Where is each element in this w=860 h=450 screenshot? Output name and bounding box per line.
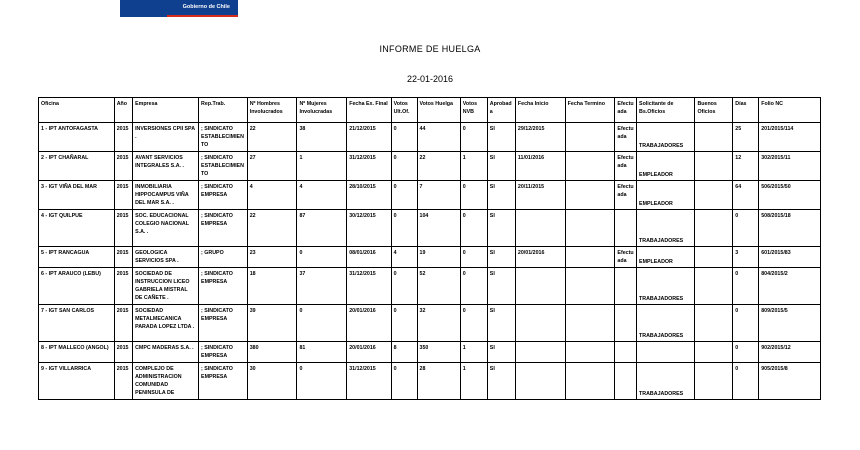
cell-empresa: GEOLOGICA SERVICIOS SPA . — [133, 247, 199, 268]
col-buenos-oficios: Buenos Oficios — [695, 98, 733, 123]
cell-dias: 25 — [733, 123, 759, 152]
col-votos-ult-of: Votos Ult.Of. — [391, 98, 417, 123]
cell-aprobada: SI — [487, 342, 515, 363]
col-fecha-ex-final: Fecha Ex. Final — [347, 98, 391, 123]
cell-fecha-ex-final: 31/12/2015 — [347, 363, 391, 400]
table-row — [39, 181, 821, 210]
cell-buenos-oficios — [695, 123, 733, 152]
cell-votos-ult-of: 0 — [391, 268, 417, 305]
cell-efectuada — [615, 210, 637, 247]
cell-fecha-termino — [565, 305, 615, 342]
cell-folio-nc: 201/2015/114 — [759, 123, 821, 152]
cell-hombres: 30 — [247, 363, 297, 400]
cell-oficina: 7 - IGT SAN CARLOS — [39, 305, 115, 342]
cell-efectuada: Efectuada — [615, 181, 637, 210]
cell-ano: 2015 — [114, 181, 132, 210]
cell-efectuada: Efectuada — [615, 123, 637, 152]
cell-fecha-termino — [565, 268, 615, 305]
cell-buenos-oficios — [695, 305, 733, 342]
cell-solicitante: TRABAJADORES — [637, 123, 695, 152]
cell-rep-trab: ; SINDICATO EMPRESA — [199, 305, 248, 342]
cell-mujeres: 0 — [297, 305, 347, 342]
cell-efectuada — [615, 268, 637, 305]
table-row — [39, 152, 821, 181]
cell-buenos-oficios — [695, 268, 733, 305]
cell-folio-nc: 601/2015/83 — [759, 247, 821, 268]
cell-empresa: COMPLEJO DE ADMINISTRACION COMUNIDAD PENINSULA DE — [133, 363, 199, 400]
cell-folio-nc: 302/2015/11 — [759, 152, 821, 181]
col-votos-nvb: Votos NVB — [460, 98, 487, 123]
cell-mujeres: 87 — [297, 210, 347, 247]
report-title: INFORME DE HUELGA — [379, 44, 481, 54]
cell-votos-huelga: 52 — [417, 268, 460, 305]
cell-dias: 12 — [733, 152, 759, 181]
col-dias: Días — [733, 98, 759, 123]
cell-oficina: 3 - IGT VIÑA DEL MAR — [39, 181, 115, 210]
cell-hombres: 23 — [247, 247, 297, 268]
cell-efectuada: Efectuada — [615, 247, 637, 268]
col-fecha-inicio: Fecha Inicio — [515, 98, 565, 123]
cell-dias: 64 — [733, 181, 759, 210]
cell-fecha-termino — [565, 152, 615, 181]
table-header-row — [39, 98, 821, 123]
cell-fecha-inicio — [515, 268, 565, 305]
col-votos-huelga: Votos Huelga — [417, 98, 460, 123]
cell-votos-nvb: 0 — [460, 181, 487, 210]
cell-dias: 0 — [733, 210, 759, 247]
cell-aprobada: SI — [487, 305, 515, 342]
cell-mujeres: 1 — [297, 152, 347, 181]
cell-rep-trab: ; SINDICATO EMPRESA — [199, 342, 248, 363]
cell-rep-trab: ; SINDICATO EMPRESA — [199, 268, 248, 305]
cell-empresa: SOC. EDUCACIONAL COLEGIO NACIONAL S.A. . — [133, 210, 199, 247]
cell-votos-nvb: 1 — [460, 363, 487, 400]
cell-aprobada: SI — [487, 210, 515, 247]
cell-mujeres: 4 — [297, 181, 347, 210]
cell-buenos-oficios — [695, 152, 733, 181]
cell-aprobada: SI — [487, 268, 515, 305]
cell-aprobada: SI — [487, 363, 515, 400]
cell-efectuada — [615, 305, 637, 342]
cell-buenos-oficios — [695, 210, 733, 247]
cell-empresa: INMOBILIARIA HIPPOCAMPUS VIÑA DEL MAR S.A. . — [133, 181, 199, 210]
cell-votos-huelga: 22 — [417, 152, 460, 181]
col-efectuada: Efectuada — [615, 98, 637, 123]
cell-hombres: 380 — [247, 342, 297, 363]
cell-ano: 2015 — [114, 268, 132, 305]
cell-hombres: 22 — [247, 123, 297, 152]
cell-mujeres: 38 — [297, 123, 347, 152]
cell-aprobada: SI — [487, 181, 515, 210]
cell-ano: 2015 — [114, 342, 132, 363]
cell-folio-nc: 902/2015/12 — [759, 342, 821, 363]
table-row — [39, 210, 821, 247]
logo-flag-bar — [120, 15, 238, 17]
cell-solicitante: TRABAJADORES — [637, 305, 695, 342]
cell-votos-nvb: 0 — [460, 247, 487, 268]
table-body — [39, 123, 821, 400]
gobierno-logo — [120, 0, 238, 17]
cell-fecha-inicio — [515, 305, 565, 342]
cell-rep-trab: ; SINDICATO EMPRESA — [199, 363, 248, 400]
cell-fecha-termino — [565, 181, 615, 210]
cell-mujeres: 0 — [297, 363, 347, 400]
col-hombres: Nº Hombres Involucrados — [247, 98, 297, 123]
cell-rep-trab: ; SINDICATO EMPRESA — [199, 181, 248, 210]
cell-votos-nvb: 0 — [460, 268, 487, 305]
cell-buenos-oficios — [695, 247, 733, 268]
cell-ano: 2015 — [114, 152, 132, 181]
cell-oficina: 5 - IPT RANCAGUA — [39, 247, 115, 268]
cell-ano: 2015 — [114, 247, 132, 268]
cell-hombres: 39 — [247, 305, 297, 342]
cell-fecha-ex-final: 30/12/2015 — [347, 210, 391, 247]
cell-fecha-ex-final: 20/01/2016 — [347, 305, 391, 342]
cell-fecha-termino — [565, 123, 615, 152]
cell-dias: 3 — [733, 247, 759, 268]
cell-solicitante: TRABAJADORES — [637, 210, 695, 247]
cell-fecha-ex-final: 31/12/2015 — [347, 152, 391, 181]
col-solicitante: Solicitante de Bs.Oficios — [637, 98, 695, 123]
cell-rep-trab: ; SINDICATO EMPRESA — [199, 210, 248, 247]
cell-votos-huelga: 32 — [417, 305, 460, 342]
logo-text: Gobierno de Chile — [182, 4, 230, 10]
cell-votos-ult-of: 8 — [391, 342, 417, 363]
cell-empresa: INVERSIONES CPII SPA . — [133, 123, 199, 152]
cell-fecha-ex-final: 28/10/2015 — [347, 181, 391, 210]
cell-oficina: 6 - IPT ARAUCO (LEBU) — [39, 268, 115, 305]
cell-dias: 0 — [733, 342, 759, 363]
cell-ano: 2015 — [114, 363, 132, 400]
cell-rep-trab: ; SINDICATO ESTABLECIMIENTO — [199, 123, 248, 152]
cell-ano: 2015 — [114, 123, 132, 152]
table-row — [39, 268, 821, 305]
cell-votos-nvb: 0 — [460, 210, 487, 247]
cell-fecha-ex-final: 20/01/2016 — [347, 342, 391, 363]
cell-buenos-oficios — [695, 363, 733, 400]
cell-fecha-ex-final: 08/01/2016 — [347, 247, 391, 268]
cell-buenos-oficios — [695, 181, 733, 210]
table-row — [39, 123, 821, 152]
cell-votos-huelga: 104 — [417, 210, 460, 247]
cell-mujeres: 0 — [297, 247, 347, 268]
cell-solicitante: TRABAJADORES — [637, 268, 695, 305]
cell-ano: 2015 — [114, 305, 132, 342]
cell-hombres: 4 — [247, 181, 297, 210]
cell-rep-trab: ; GRUPO — [199, 247, 248, 268]
cell-efectuada: Efectuada — [615, 152, 637, 181]
cell-solicitante: EMPLEADOR — [637, 247, 695, 268]
strike-report-table — [38, 97, 821, 400]
col-oficina: Oficina — [39, 98, 115, 123]
cell-votos-ult-of: 0 — [391, 123, 417, 152]
cell-folio-nc: 508/2015/18 — [759, 210, 821, 247]
cell-votos-ult-of: 4 — [391, 247, 417, 268]
cell-votos-ult-of: 0 — [391, 305, 417, 342]
cell-empresa: SOCIEDAD DE INSTRUCCION LICEO GABRIELA MISTRAL DE CAÑETE . — [133, 268, 199, 305]
cell-buenos-oficios — [695, 342, 733, 363]
cell-mujeres: 81 — [297, 342, 347, 363]
cell-fecha-termino — [565, 210, 615, 247]
cell-votos-ult-of: 0 — [391, 152, 417, 181]
cell-votos-huelga: 28 — [417, 363, 460, 400]
cell-oficina: 8 - IPT MALLECO (ANGOL) — [39, 342, 115, 363]
cell-votos-nvb: 1 — [460, 342, 487, 363]
table-row — [39, 363, 821, 400]
cell-votos-ult-of: 0 — [391, 181, 417, 210]
cell-dias: 0 — [733, 268, 759, 305]
cell-solicitante: EMPLEADOR — [637, 152, 695, 181]
cell-ano: 2015 — [114, 210, 132, 247]
cell-oficina: 1 - IPT ANTOFAGASTA — [39, 123, 115, 152]
cell-fecha-ex-final: 21/12/2015 — [347, 123, 391, 152]
cell-votos-ult-of: 0 — [391, 210, 417, 247]
cell-fecha-ex-final: 31/12/2015 — [347, 268, 391, 305]
cell-fecha-inicio: 11/01/2016 — [515, 152, 565, 181]
cell-votos-nvb: 1 — [460, 152, 487, 181]
col-rep-trab: Rep.Trab. — [199, 98, 248, 123]
col-aprobada: Aprobada — [487, 98, 515, 123]
cell-solicitante: EMPLEADOR — [637, 181, 695, 210]
cell-fecha-inicio: 20/11/2015 — [515, 181, 565, 210]
cell-solicitante: TRABAJADORES — [637, 363, 695, 400]
cell-folio-nc: 506/2015/50 — [759, 181, 821, 210]
cell-votos-huelga: 7 — [417, 181, 460, 210]
cell-votos-huelga: 350 — [417, 342, 460, 363]
cell-votos-nvb: 0 — [460, 123, 487, 152]
cell-oficina: 4 - IGT QUILPUE — [39, 210, 115, 247]
col-fecha-termino: Fecha Termino — [565, 98, 615, 123]
cell-fecha-inicio — [515, 210, 565, 247]
cell-folio-nc: 809/2015/5 — [759, 305, 821, 342]
col-ano: Año — [114, 98, 132, 123]
cell-efectuada — [615, 363, 637, 400]
cell-empresa: SOCIEDAD METALMECANICA PARADA LOPEZ LTDA . — [133, 305, 199, 342]
cell-mujeres: 37 — [297, 268, 347, 305]
cell-fecha-inicio: 20/01/2016 — [515, 247, 565, 268]
cell-rep-trab: ; SINDICATO ESTABLECIMIENTO — [199, 152, 248, 181]
cell-votos-huelga: 44 — [417, 123, 460, 152]
cell-dias: 0 — [733, 305, 759, 342]
col-mujeres: Nº Mujeres Involucradas — [297, 98, 347, 123]
cell-solicitante — [637, 342, 695, 363]
cell-oficina: 9 - IGT VILLARRICA — [39, 363, 115, 400]
cell-aprobada: SI — [487, 247, 515, 268]
cell-aprobada: SI — [487, 123, 515, 152]
cell-dias: 0 — [733, 363, 759, 400]
cell-hombres: 18 — [247, 268, 297, 305]
cell-folio-nc: 905/2015/8 — [759, 363, 821, 400]
cell-efectuada — [615, 342, 637, 363]
cell-fecha-termino — [565, 363, 615, 400]
cell-fecha-inicio — [515, 342, 565, 363]
cell-fecha-inicio: 29/12/2015 — [515, 123, 565, 152]
table-row — [39, 247, 821, 268]
cell-fecha-inicio — [515, 363, 565, 400]
report-date: 22-01-2016 — [406, 74, 454, 84]
cell-aprobada: SI — [487, 152, 515, 181]
cell-fecha-termino — [565, 342, 615, 363]
cell-votos-ult-of: 0 — [391, 363, 417, 400]
cell-fecha-termino — [565, 247, 615, 268]
cell-hombres: 22 — [247, 210, 297, 247]
table-row — [39, 305, 821, 342]
cell-folio-nc: 804/2015/2 — [759, 268, 821, 305]
cell-votos-huelga: 19 — [417, 247, 460, 268]
col-empresa: Empresa — [133, 98, 199, 123]
col-folio-nc: Folio NC — [759, 98, 821, 123]
cell-hombres: 27 — [247, 152, 297, 181]
cell-empresa: AVANT SERVICIOS INTEGRALES S.A. . — [133, 152, 199, 181]
table-row — [39, 342, 821, 363]
cell-votos-nvb: 0 — [460, 305, 487, 342]
cell-oficina: 2 - IPT CHAÑARAL — [39, 152, 115, 181]
cell-empresa: CMPC MADERAS S.A. . — [133, 342, 199, 363]
